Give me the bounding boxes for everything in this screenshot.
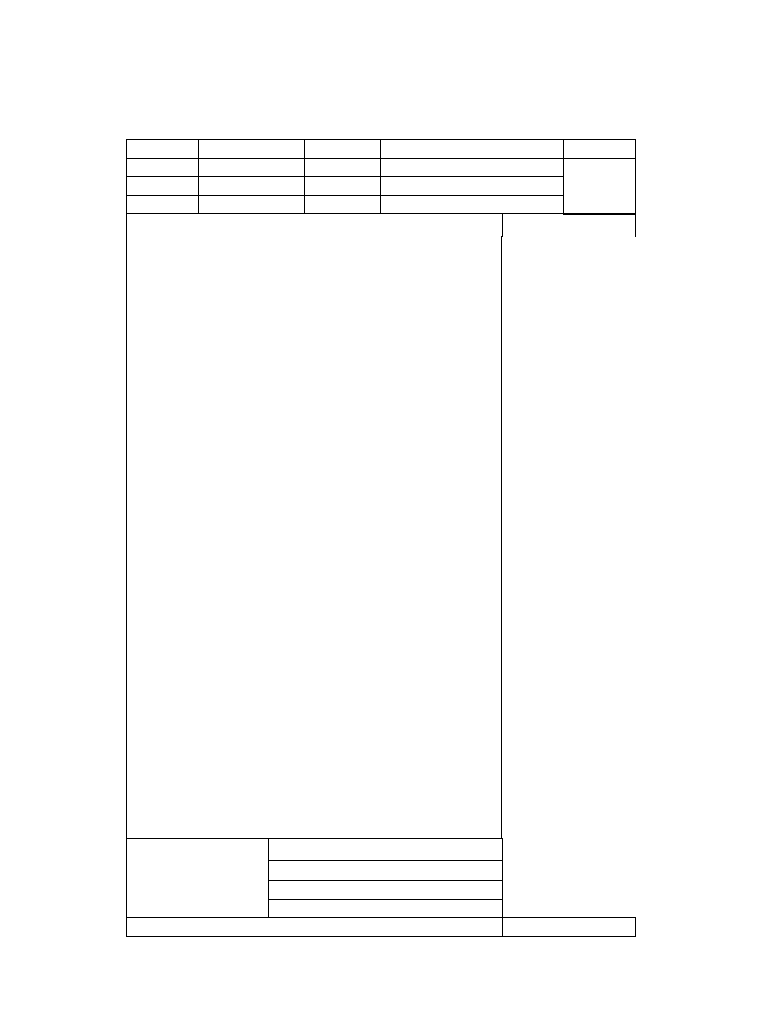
shaker-screen-4 (268, 899, 503, 918)
rkb-label (126, 195, 199, 214)
platform-value (380, 176, 564, 196)
field-value (380, 195, 564, 214)
date-label (126, 158, 199, 177)
type-label (304, 158, 381, 177)
rkb-value (198, 195, 305, 214)
type-value (380, 158, 564, 177)
rig-value (198, 139, 305, 159)
wdepth-value (198, 176, 305, 196)
platform-label (304, 176, 381, 196)
date-value (198, 158, 305, 177)
shaker-screen-2 (268, 860, 503, 881)
field-label (304, 195, 381, 214)
rig-label (126, 139, 199, 159)
depth-label (563, 158, 636, 215)
shaker-screen-label (126, 838, 269, 918)
page-title (390, 82, 635, 138)
shaker-screen-1 (268, 838, 503, 861)
well-no-value (380, 139, 564, 159)
shaker-screen-3 (268, 880, 503, 900)
days-label (563, 139, 636, 159)
well-no-label (304, 139, 381, 159)
mud-blank-cell (502, 213, 636, 237)
operational-details-text (126, 236, 502, 839)
footer-blank-left (126, 917, 503, 937)
footer-blank-right (502, 917, 636, 937)
operational-heading (126, 213, 503, 237)
wdepth-label (126, 176, 199, 196)
